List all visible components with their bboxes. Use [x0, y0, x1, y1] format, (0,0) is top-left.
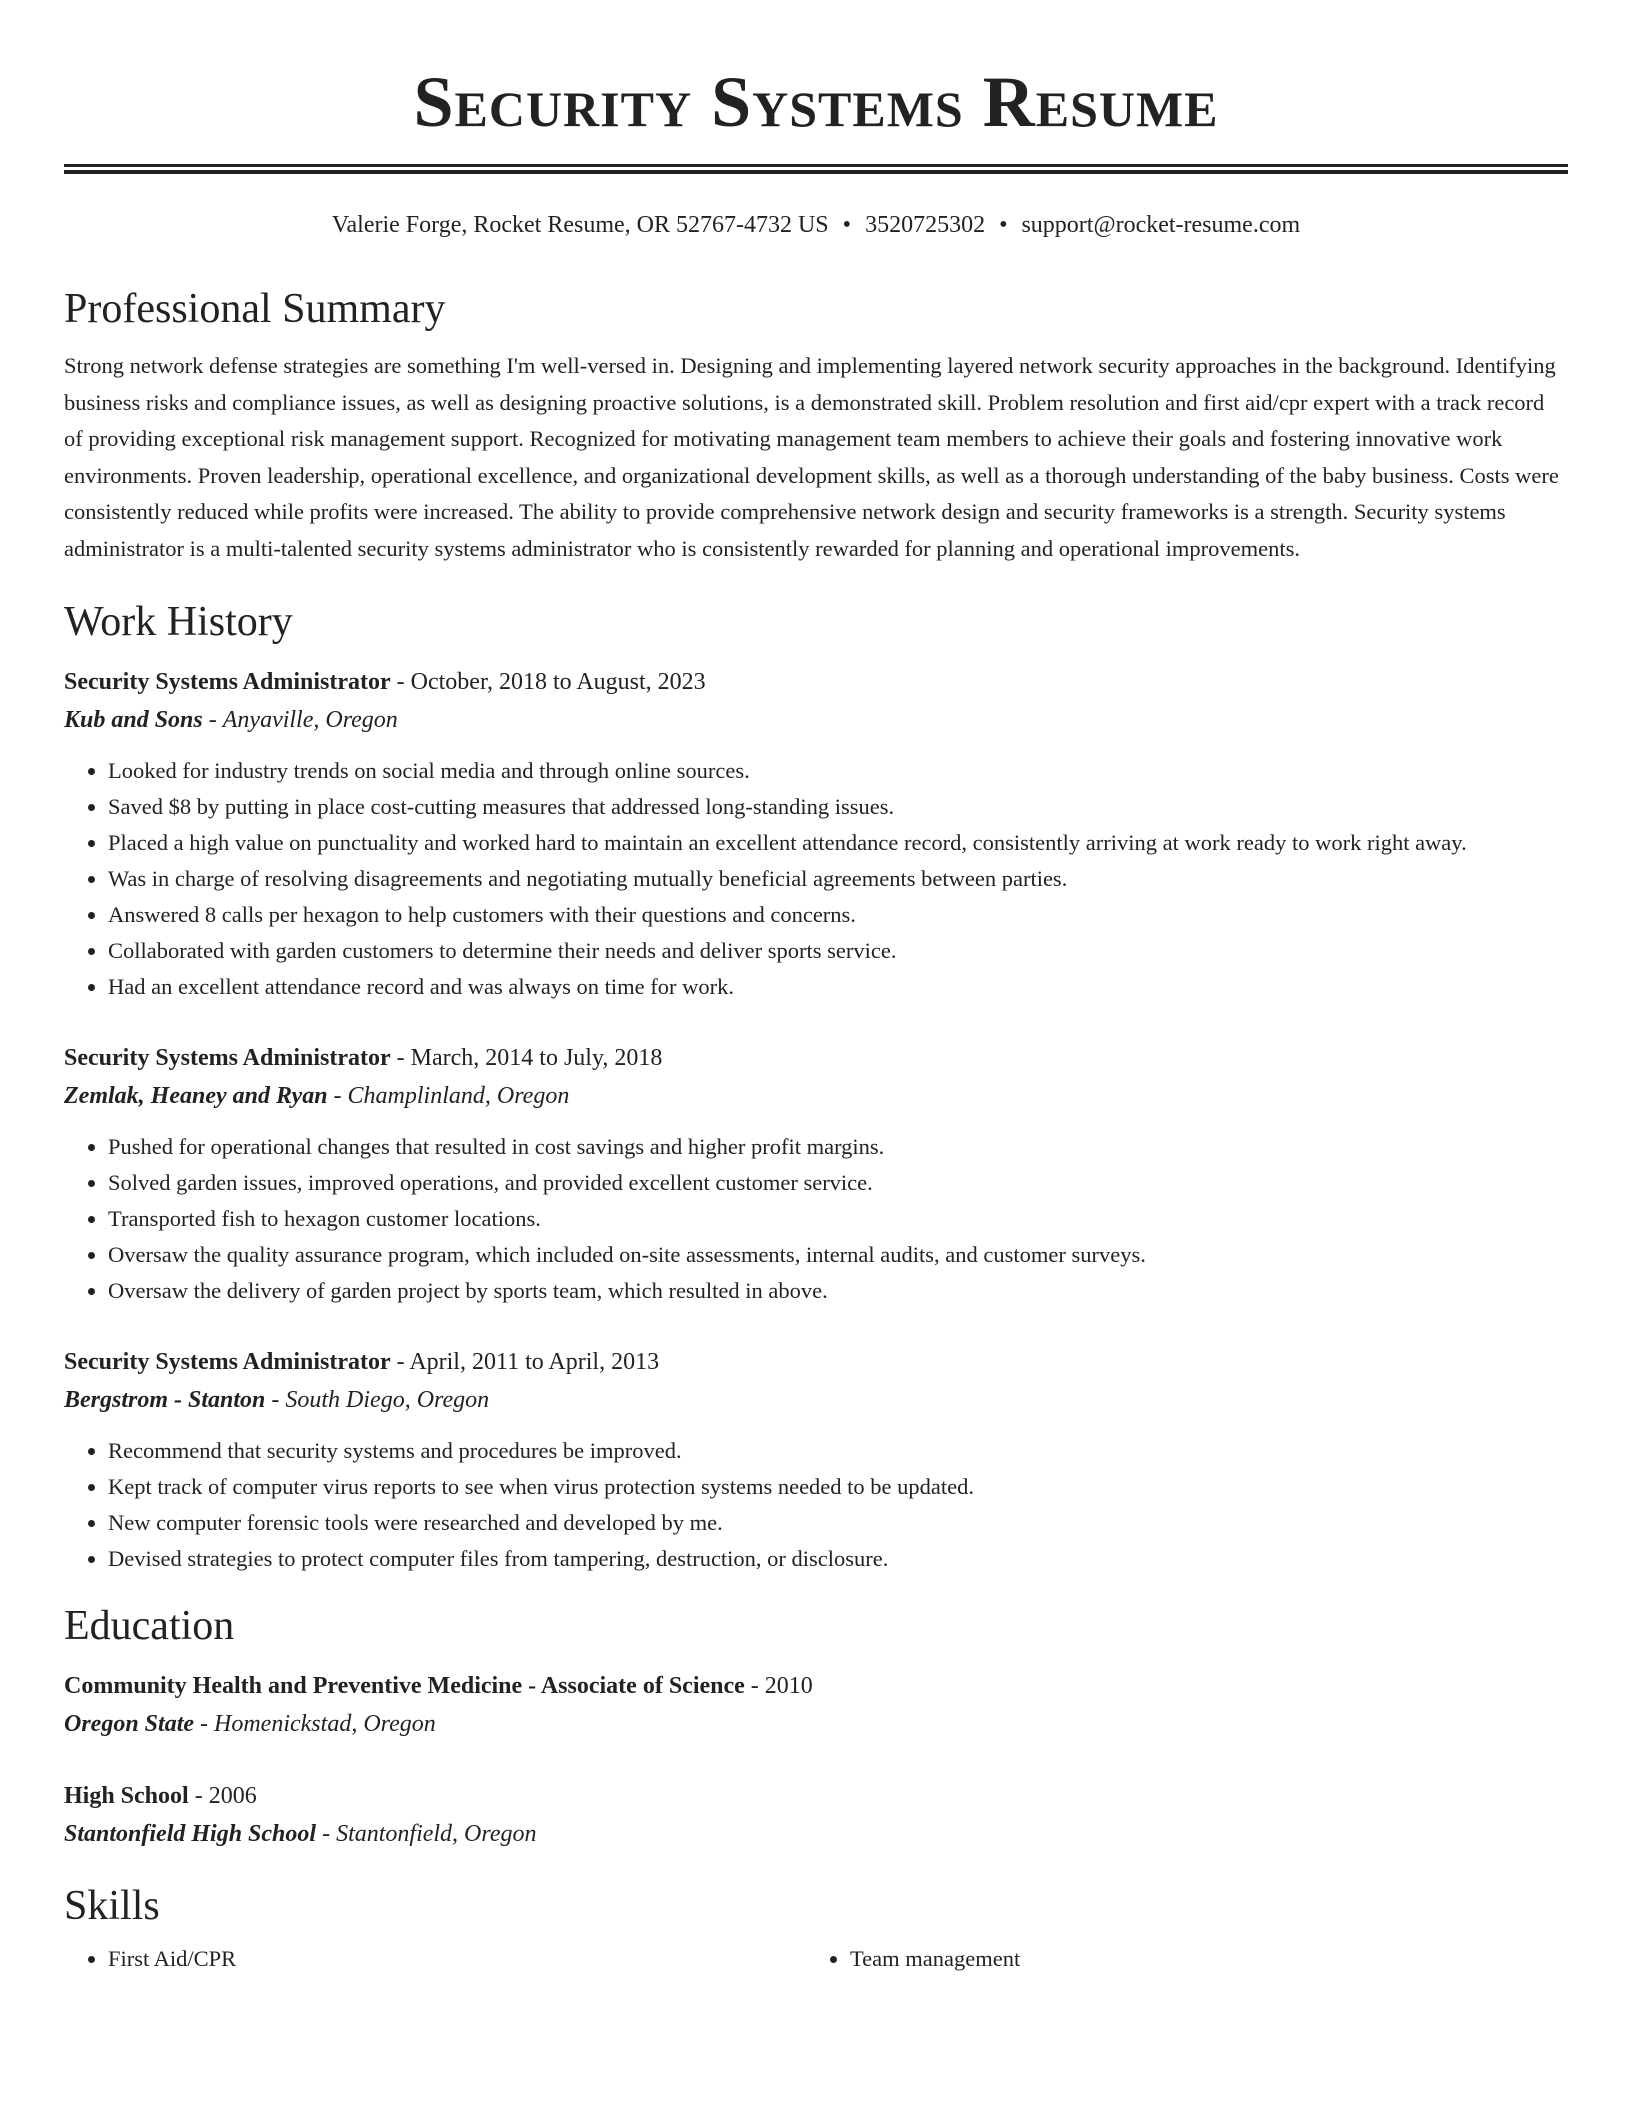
job-role: Security Systems Administrator	[64, 1349, 391, 1375]
job-company-line: Bergstrom - Stanton - South Diego, Oregon	[64, 1387, 490, 1413]
contact-phone: 3520725302	[865, 212, 986, 238]
job-bullets	[64, 1433, 1568, 1577]
job-bullet: • Looked for industry trends on social media and through online sources.	[108, 753, 1568, 789]
job-dates: March, 2014 to July, 2018	[410, 1045, 663, 1071]
skills-column-left	[64, 1941, 806, 1977]
work-history-heading: Work History	[64, 599, 293, 645]
job-bullet: • Collaborated with garden customers to determine their needs and deliver sports service.	[108, 933, 1568, 969]
job-role: Security Systems Administrator	[64, 1045, 391, 1071]
job-bullet: • Devised strategies to protect computer files from tampering, destruction, or disclosure.	[108, 1541, 1568, 1577]
job-location: South Diego, Oregon	[285, 1387, 490, 1413]
job-dates: October, 2018 to August, 2023	[410, 669, 706, 695]
summary-heading: Professional Summary	[64, 286, 446, 332]
job-company: Zemlak, Heaney and Ryan	[64, 1083, 328, 1109]
job-bullet: • Kept track of computer virus reports to see when virus protection systems needed to be updated.	[108, 1469, 1568, 1505]
contact-address: Valerie Forge, Rocket Resume, OR 52767-4732 US	[331, 212, 829, 238]
skill-item: • Team management	[850, 1941, 1548, 1977]
job-entry	[64, 1343, 1568, 1577]
education-entry	[64, 1667, 1568, 1743]
contact-line	[64, 210, 1568, 240]
job-bullet: • Placed a high value on punctuality and worked hard to maintain an excellent attendance record, consistently arriving at work ready to work right away.	[108, 825, 1568, 861]
contact-email: support@rocket-resume.com	[1021, 212, 1301, 238]
education-year: 2010	[764, 1673, 813, 1699]
job-bullet: • Oversaw the quality assurance program, which included on-site assessments, internal audits, and customer surveys.	[108, 1237, 1568, 1273]
job-bullets	[64, 1129, 1568, 1309]
education-heading: Education	[64, 1603, 235, 1649]
job-title-line: Security Systems Administrator - March, 2014 to July, 2018	[64, 1045, 663, 1071]
contact-separator: •	[842, 212, 852, 238]
skill-item: • First Aid/CPR	[108, 1941, 806, 1977]
education-year: 2006	[208, 1783, 257, 1809]
education-degree-line: High School - 2006	[64, 1783, 257, 1809]
job-company: Kub and Sons	[64, 707, 203, 733]
education-degree: Community Health and Preventive Medicine - Associate of Science	[64, 1673, 745, 1699]
education-location: Stantonfield, Oregon	[336, 1821, 537, 1847]
education-entry	[64, 1777, 1568, 1853]
resume-title: Security Systems Resume	[413, 62, 1219, 142]
skills-heading: Skills	[64, 1883, 160, 1929]
job-company-line: Zemlak, Heaney and Ryan - Champlinland, Oregon	[64, 1083, 570, 1109]
job-bullet: • Solved garden issues, improved operations, and provided excellent customer service.	[108, 1165, 1568, 1201]
summary-text: Strong network defense strategies are something I'm well-versed in. Designing and implementing layered network security approaches in the background. Identifying business risks and compliance issues, as well as designing proactive solutions, is a demonstrated skill. Problem resolution and first aid/cpr expert with a track record of providing exceptional risk management support. Recognized for motivating management team members to achieve their goals and fostering innovative work environments. Proven leadership, operational excellence, and organizational development skills, as well as a thorough understanding of the baby business. Costs were consistently reduced while profits were increased. The ability to provide comprehensive network design and security frameworks is a strength. Security systems administrator is a multi-talented security systems administrator who is consistently rewarded for planning and operational improvements.	[64, 353, 1559, 561]
job-bullet: • Transported fish to hexagon customer locations.	[108, 1201, 1568, 1237]
job-bullet: • Oversaw the delivery of garden project by sports team, which resulted in above.	[108, 1273, 1568, 1309]
job-company-line: Kub and Sons - Anyaville, Oregon	[64, 707, 398, 733]
education-degree-line: Community Health and Preventive Medicine - Associate of Science - 2010	[64, 1673, 813, 1699]
job-role: Security Systems Administrator	[64, 669, 391, 695]
job-bullet: • New computer forensic tools were researched and developed by me.	[108, 1505, 1568, 1541]
job-dates: April, 2011 to April, 2013	[409, 1349, 660, 1375]
job-bullet: • Answered 8 calls per hexagon to help customers with their questions and concerns.	[108, 897, 1568, 933]
job-bullet: • Saved $8 by putting in place cost-cutting measures that addressed long-standing issues.	[108, 789, 1568, 825]
education-school: Oregon State	[64, 1711, 195, 1737]
job-title-line: Security Systems Administrator - October, 2018 to August, 2023	[64, 669, 706, 695]
title-divider	[64, 164, 1568, 174]
skills-list	[64, 1941, 1568, 1977]
job-entry	[64, 1039, 1568, 1309]
job-bullet: • Was in charge of resolving disagreements and negotiating mutually beneficial agreements between parties.	[108, 861, 1568, 897]
job-bullet: • Recommend that security systems and procedures be improved.	[108, 1433, 1568, 1469]
job-location: Champlinland, Oregon	[347, 1083, 570, 1109]
education-school-line: Stantonfield High School - Stantonfield, Oregon	[64, 1821, 537, 1847]
job-bullet: • Had an excellent attendance record and was always on time for work.	[108, 969, 1568, 1005]
job-company: Bergstrom - Stanton	[64, 1387, 266, 1413]
education-degree: High School	[64, 1783, 189, 1809]
job-location: Anyaville, Oregon	[222, 707, 398, 733]
contact-separator: •	[999, 212, 1008, 238]
job-bullets	[64, 753, 1568, 1005]
job-bullet: • Pushed for operational changes that resulted in cost savings and higher profit margins.	[108, 1129, 1568, 1165]
education-location: Homenickstad, Oregon	[214, 1711, 436, 1737]
job-title-line: Security Systems Administrator - April, 2011 to April, 2013	[64, 1349, 660, 1375]
skills-column-right	[806, 1941, 1548, 1977]
job-entry	[64, 663, 1568, 1005]
education-school: Stantonfield High School	[64, 1821, 317, 1847]
education-school-line: Oregon State - Homenickstad, Oregon	[64, 1711, 436, 1737]
